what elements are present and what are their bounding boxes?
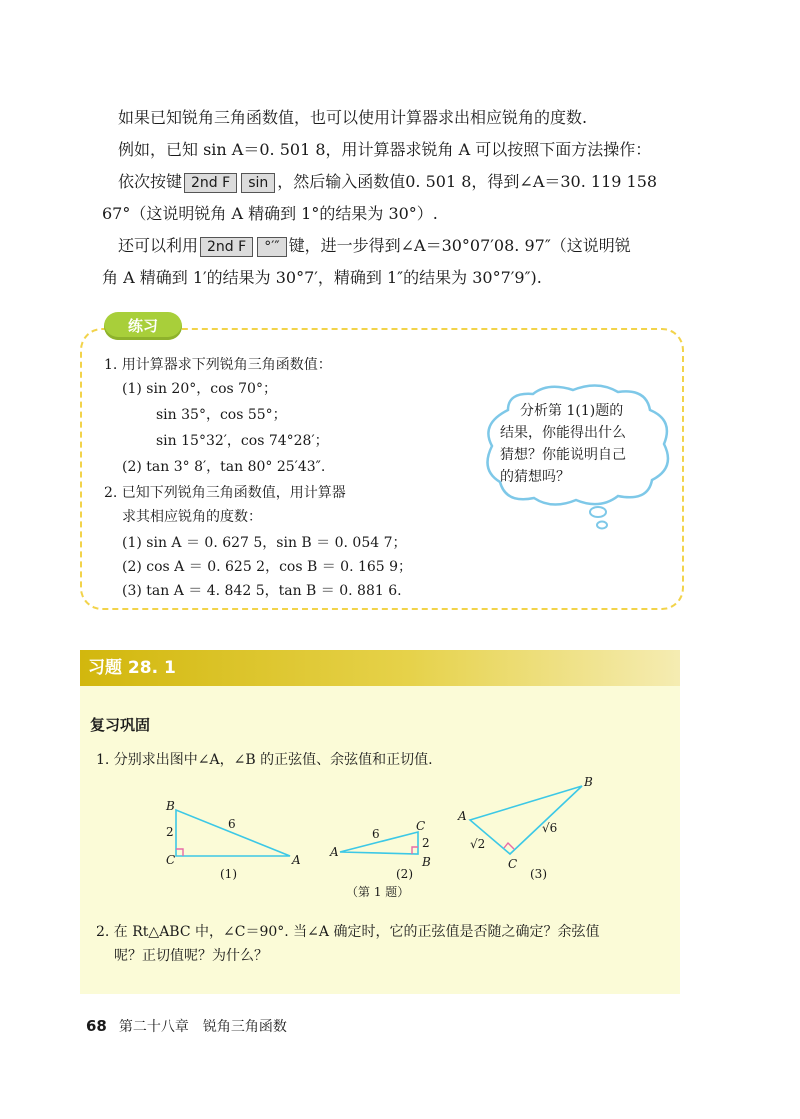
practice-q1-1c: sin 15°32′，cos 74°28′；	[156, 433, 329, 449]
exercise-title: 习题 28. 1	[88, 658, 176, 678]
key-sin: sin	[241, 173, 275, 193]
fig3-side-bc: √6	[542, 821, 558, 835]
intro-line-4: 67°（这说明锐角 A 精确到 1°的结果为 30°）.	[102, 204, 438, 223]
fig2-side-ac: 6	[372, 827, 380, 841]
practice-q2-2: (2) cos A ＝ 0. 625 2，cos B ＝ 0. 165 9；	[122, 559, 413, 575]
intro-line-5-pre: 还可以利用	[118, 236, 199, 255]
fig2-caption: (2)	[396, 867, 413, 881]
figure-caption: （第 1 题）	[346, 885, 410, 899]
practice-q1-2: (2) tan 3° 8′，tan 80° 25′43″.	[122, 459, 326, 475]
exercise-q2a: 2. 在 Rt△ABC 中，∠C＝90°. 当∠A 确定时，它的正弦值是否随之确定？余弦值	[96, 924, 600, 940]
intro-line-2: 例如，已知 sin A＝0. 501 8，用计算器求锐角 A 可以按照下面方法操作：	[118, 140, 652, 159]
practice-q1: 1. 用计算器求下列锐角三角函数值：	[104, 357, 332, 373]
fig1-caption: (1)	[220, 867, 237, 881]
practice-q2a: 2. 已知下列锐角三角函数值，用计算器	[104, 485, 346, 501]
intro-line-5	[118, 236, 631, 257]
practice-q2-3: (3) tan A ＝ 4. 842 5，tan B ＝ 0. 881 6.	[122, 583, 402, 599]
exercise-q2b: 呢？正切值呢？为什么？	[114, 948, 268, 964]
fig3-side-ac: √2	[470, 837, 486, 851]
exercise-q1: 1. 分别求出图中∠A，∠B 的正弦值、余弦值和正切值.	[96, 752, 433, 768]
fig3-label-b: B	[584, 775, 593, 789]
triangle-figures	[150, 772, 630, 902]
cloud-line-4: 的猜想吗？	[500, 469, 570, 485]
key-2nd-f: 2nd F	[184, 173, 237, 193]
fig2-label-c: C	[416, 819, 426, 833]
section-review: 复习巩固	[90, 716, 151, 734]
cloud-line-1: 分析第 1(1)题的	[520, 403, 624, 419]
fig1-side-bc: 2	[166, 825, 174, 839]
key-2nd-f-2: 2nd F	[200, 237, 253, 257]
practice-q2-1: (1) sin A ＝ 0. 627 5，sin B ＝ 0. 054 7；	[122, 535, 407, 551]
practice-tab: 练习	[104, 312, 182, 340]
fig1-label-b: B	[166, 799, 175, 813]
fig1-side-ab: 6	[228, 817, 236, 831]
fig2-side-bc: 2	[422, 836, 430, 850]
page-number: 68	[86, 1017, 107, 1035]
fig2-label-b: B	[422, 855, 431, 869]
fig3-caption: (3)	[530, 867, 547, 881]
cloud-line-2: 结果，你能得出什么	[500, 425, 626, 441]
fig3-label-a: A	[458, 809, 467, 823]
page-footer	[86, 1016, 287, 1036]
practice-q1-1b: sin 35°，cos 55°；	[156, 407, 287, 423]
intro-line-3	[118, 172, 657, 193]
intro-line-6: 角 A 精确到 1′的结果为 30°7′，精确到 1″的结果为 30°7′9″).	[102, 268, 542, 287]
cloud-line-3: 猜想？你能说明自己	[500, 447, 626, 463]
chapter-title: 第二十八章 锐角三角函数	[118, 1019, 287, 1035]
triangle-figure-2	[329, 819, 431, 881]
fig3-label-c: C	[508, 857, 518, 871]
intro-line-3-pre: 依次按键	[118, 172, 183, 191]
fig1-label-c: C	[166, 853, 176, 867]
fig1-label-a: A	[292, 853, 301, 867]
intro-line-1: 如果已知锐角三角函数值，也可以使用计算器求出相应锐角的度数.	[118, 108, 588, 127]
triangle-figure-1	[165, 799, 301, 881]
practice-q2b: 求其相应锐角的度数：	[122, 509, 262, 525]
triangle-figure-3	[457, 775, 593, 881]
intro-line-3-post: ，然后输入函数值0. 501 8，得到∠A＝30. 119 158	[277, 172, 658, 191]
practice-q1-1a: (1) sin 20°，cos 70°；	[122, 381, 277, 397]
fig2-label-a: A	[330, 845, 339, 859]
intro-line-5-post: 键，进一步得到∠A＝30°07′08. 97″（这说明锐	[288, 236, 631, 255]
key-dms: °′″	[257, 237, 286, 257]
